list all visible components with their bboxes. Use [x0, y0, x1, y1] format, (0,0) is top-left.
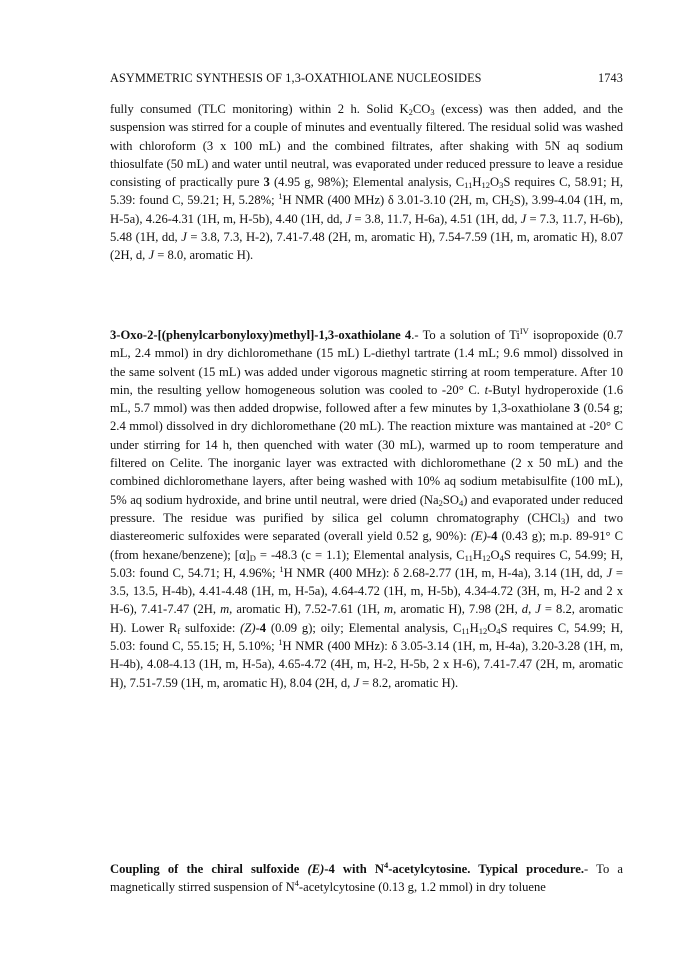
text-run: fully consumed (TLC monitoring) within 2 h. Solid K — [110, 102, 409, 116]
italic-symbol: (E) — [470, 529, 487, 544]
italic-symbol: d — [521, 602, 529, 617]
text-run: S requires C, 54.99; H, 5.03: found C, 54.71; H, 4.96%; — [110, 547, 623, 580]
subscript: 4 — [499, 552, 504, 563]
text-run: S requires C, 58.91; H, 5.39: found C, 59.21; H, 5.28%; — [110, 175, 623, 208]
paragraph-text — [110, 860, 623, 897]
paragraph-coupling — [110, 860, 623, 897]
italic-symbol: J — [535, 602, 541, 617]
text-run: sulfoxide: — [180, 620, 241, 635]
paragraph-workup — [110, 100, 623, 265]
text-run: = 3.5, 13.5, H-4b), 4.41-4.48 (1H, m, H-5a), 4.64-4.72 (1H, m, H-5b), 4.34-4.72 (3H, m, H-2 and 2 x H-6), 7.41-7.47 (2H, — [110, 565, 623, 617]
subscript: 3 — [561, 515, 566, 526]
subscript: 2 — [438, 497, 443, 508]
text-run: O — [490, 547, 500, 562]
subscript: 11 — [464, 552, 473, 563]
text-run: - — [486, 529, 492, 544]
text-run: = 8.0, aromatic H). — [154, 248, 254, 263]
text-run: (0.54 g; 2.4 mmol) dissolved in dry dichloromethane (20 mL). The reaction mixture was mantained at -20° C under stirring for 14 h, then quenched with water (30 mL), warmed up to room temperature and filtered on Celite. The inorganic layer was extracted with dichloromethane (2 x 50 mL) and the combined dichloromethane layers, after being washed with 10% aq sodium metabisulfite (100 mL), 5% aq sodium hydroxide, and brine until neutral, were dried (Na — [110, 401, 624, 507]
text-run: (0.09 g); oily; Elemental analysis, C — [266, 620, 462, 635]
subscript: 4 — [496, 625, 501, 636]
text-run: isopropoxide (0.7 mL, 2.4 mmol) in dry dichloromethane (15 mL) L-diethyl tartrate (1.4 mL; 9.6 mmol) dissolved in the same solvent (15 mL) was added under vigorous magnetic stirring at room temperature. After 10 min, the resulting yellow homogeneous solution was cooled to -20° C. — [110, 328, 623, 397]
paragraph-text — [110, 326, 623, 692]
text-run: (0.43 g); m.p. 89-91° C (from hexane/benzene); [α] — [110, 529, 623, 562]
text-run: , aromatic H), 7.52-7.61 (1H, — [229, 602, 385, 617]
text-run: ) and two diastereomeric sulfoxides were separated (overall yield 0.52 g, 90%): — [110, 510, 623, 544]
superscript: 1 — [279, 563, 284, 574]
subscript: 3 — [430, 107, 435, 117]
text-run: - To a magnetically stirred suspension of N — [110, 862, 623, 895]
italic-symbol: J — [148, 248, 155, 263]
subscript: 12 — [481, 552, 491, 563]
compound-number: 4 — [259, 620, 267, 635]
italic-symbol: (E) — [307, 862, 325, 876]
section-heading — [110, 328, 411, 342]
subscript: f — [177, 625, 181, 636]
paragraph-sulfoxide-synthesis — [110, 326, 623, 692]
text-run: - To a solution of Ti — [414, 328, 520, 342]
text-run: , — [528, 602, 536, 617]
text-run: . — [411, 328, 415, 342]
page-number: 1743 — [598, 71, 623, 85]
text-run: O — [489, 175, 500, 190]
text-run: (4.95 g, 98%); Elemental analysis, C — [269, 175, 465, 190]
italic-symbol: (Z) — [240, 620, 256, 635]
subscript: 11 — [464, 180, 473, 191]
heading-text: 3-Oxo-2-[(phenylcarbonyloxy)methyl]-1,3-oxathiolane 4 — [110, 328, 412, 342]
superscript: 1 — [278, 191, 283, 202]
text-run: -acetylcytosine (0.13 g, 1.2 mmol) in dry toluene — [298, 880, 546, 895]
italic-symbol: J — [181, 230, 187, 245]
text-run: , aromatic H), 7.98 (2H, — [393, 602, 522, 617]
text-run: CO — [412, 102, 431, 116]
text-run: SO — [442, 492, 459, 507]
text-run: ) and evaporated under reduced pressure. The residue was purified by silica gel column chromatography (CHCl — [110, 492, 623, 525]
compound-number: 3 — [263, 175, 270, 190]
superscript: 4 — [383, 860, 389, 870]
compound-number: 3 — [573, 401, 580, 416]
text-run: = 7.3, 11.7, H-6b), 5.48 (1H, dd, — [110, 211, 623, 245]
text-run: H — [472, 547, 482, 562]
text-run: O — [487, 620, 497, 635]
superscript: IV — [519, 326, 529, 336]
text-run: = 8.2, aromatic H). Lower R — [110, 602, 624, 635]
text-run: H NMR (400 MHz): δ 2.68-2.77 (1H, m, H-4a), 3.14 (1H, dd, — [283, 565, 607, 580]
running-title: ASYMMETRIC SYNTHESIS OF 1,3-OXATHIOLANE NUCLEOSIDES — [110, 71, 482, 85]
subscript: 4 — [458, 497, 464, 508]
superscript: 4 — [294, 878, 299, 889]
text-run: S requires C, 54.99; H, 5.03: found C, 55.15; H, 5.10%; — [110, 620, 623, 654]
superscript: 1 — [278, 637, 283, 648]
text-run: H — [472, 175, 482, 190]
subscript: 12 — [478, 625, 488, 636]
text-run: = 8.2, aromatic H). — [359, 675, 459, 690]
subscript: 3 — [499, 180, 504, 191]
section-heading — [110, 862, 584, 876]
text-run: - — [255, 620, 260, 635]
italic-symbol: J — [345, 211, 352, 226]
heading-text: -acetylcytosine. Typical procedure. — [388, 862, 585, 876]
italic-symbol: J — [606, 565, 613, 580]
running-head — [110, 71, 623, 86]
subscript: D — [249, 552, 256, 563]
heading-text: -4 with N — [324, 862, 384, 876]
italic-symbol: J — [520, 211, 527, 226]
text-run: = 3.8, 7.3, H-2), 7.41-7.48 (2H, m, aromatic H), 7.54-7.59 (1H, m, aromatic H), 8.07 (2H, d, — [110, 230, 623, 263]
compound-number: 4 — [491, 529, 498, 544]
text-run: H NMR (400 MHz): δ 3.05-3.14 (1H, m, H-4a), 3.20-3.28 (1H, m, H-4b), 4.08-4.13 (1H, m, H-5a), 4.65-4.72 (4H, m, H-2, H-5b, 2 x H-6), 7.41-7.47 (2H, m, aromatic H), 7.51-7.59 (1H, m, aromatic H), 8.04 (2H, d, — [110, 639, 623, 690]
text-run: = 3.8, 11.7, H-6a), 4.51 (1H, dd, — [351, 211, 521, 226]
text-run: = -48.3 (c = 1.1); Elemental analysis, C — [255, 547, 465, 562]
text-run: -Butyl hydroperoxide (1.6 mL, 5.7 mmol) was then added dropwise, followed after a few minutes by 1,3-oxathiolane — [110, 382, 624, 416]
text-run: (excess) was then added, and the suspension was stirred for a couple of minutes and eventually filtered. The residual solid was washed with chloroform (3 x 100 mL) and the combined filtrates, after shaking with 5N aq sodium thiosulfate (50 mL) and water until neutral, was evaporated under reduced pressure to leave a residue consisting of practically pure — [110, 102, 623, 190]
subscript: 2 — [509, 198, 514, 209]
text-run: H — [469, 620, 479, 635]
italic-symbol: t — [484, 382, 489, 397]
heading-text: Coupling of the chiral sulfoxide — [110, 862, 308, 876]
italic-symbol: m — [220, 602, 230, 617]
subscript: 12 — [481, 180, 490, 191]
subscript: 2 — [408, 107, 413, 117]
italic-symbol: J — [353, 675, 360, 690]
italic-symbol: m — [384, 602, 394, 617]
subscript: 11 — [461, 625, 470, 636]
text-run: H NMR (400 MHz) δ 3.01-3.10 (2H, m, CH — [282, 193, 510, 208]
text-run: S), 3.99-4.04 (1H, m, H-5a), 4.26-4.31 (1H, m, H-5b), 4.40 (1H, dd, — [110, 193, 624, 226]
paragraph-text — [110, 100, 623, 265]
